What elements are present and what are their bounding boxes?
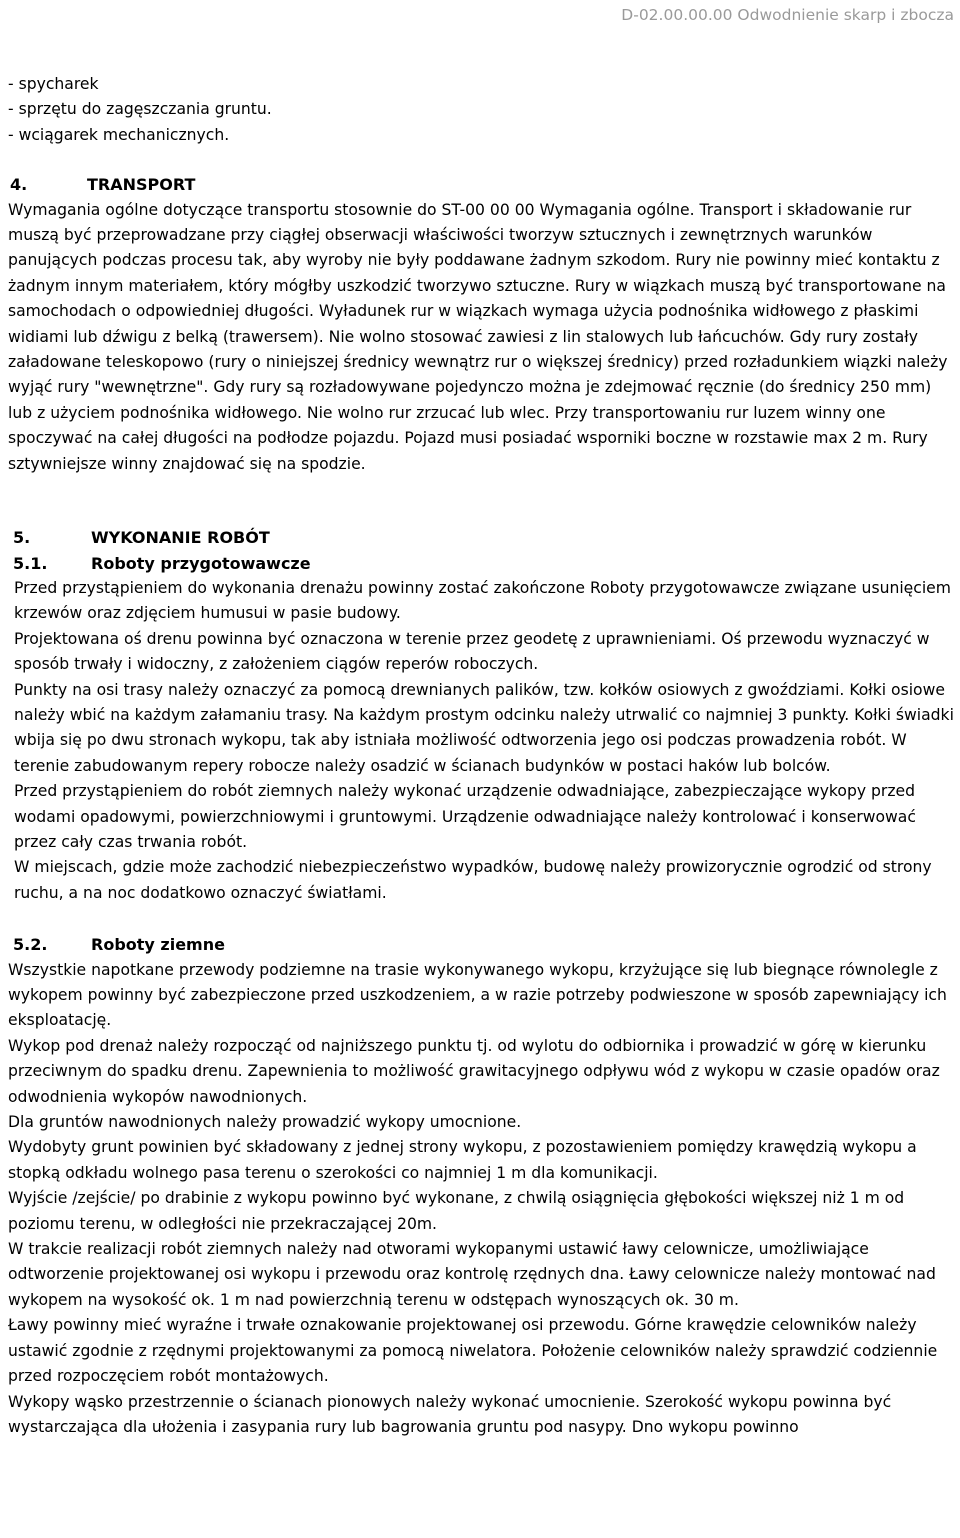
section-5-2-heading	[8, 932, 954, 957]
section-number: 4.	[10, 175, 28, 195]
paragraph: Projektowana oś drenu powinna być oznaczona w terenie przez geodetę z uprawnieniami. Oś przewodu wyznaczyć w sposób trwały i widoczny, z założeniem ciągów reperów roboczych.	[14, 629, 930, 674]
list-item: - spycharek	[8, 75, 99, 93]
paragraph: Dla gruntów nawodnionych należy prowadzić wykopy umocnione.	[8, 1113, 522, 1132]
section-title: TRANSPORT	[87, 175, 196, 195]
paragraph: W trakcie realizacji robót ziemnych należy nad otworami wykopanymi ustawić ławy celownicze, umożliwiające odtworzenie projektowanej osi wykopu i przewodu oraz kontrolę rzędnych dna. Ławy celownicze należy montować nad wykopem na wysokość ok. 1 m nad powierzchnią terenu w odstępach wynoszących ok. 30 m.	[8, 1240, 936, 1309]
section-title: Roboty ziemne	[91, 935, 225, 955]
section-5-heading	[8, 525, 954, 550]
paragraph: Wszystkie napotkane przewody podziemne na trasie wykonywanego wykopu, krzyżujące się lub biegnące równolegle z wykopem powinny być zabezpieczone przed uszkodzeniem, a w razie potrzeby podwieszone w sposób zapewniający ich eksploatację.	[8, 960, 947, 1030]
paragraph: Wykopy wąsko przestrzennie o ścianach pionowych należy wykonać umocnienie. Szerokość wykopu powinna być wystarczająca dla ułożenia i zasypania rury lub bagrowania gruntu pod nasypy. Dno wykopu powinno	[8, 1392, 892, 1436]
paragraph: Punkty na osi trasy należy oznaczyć za pomocą drewnianych palików, tzw. kołków osiowych z gwoździami. Kołki osiowe należy wbić na każdym załamaniu trasy. Na każdym prostym odcinku należy utrwalić co najmniej 3 punkty. Kołki świadki wbija się po dwu stronach wykopu, tak aby istniała możliwość odtworzenia jego osi podczas prowadzenia robót. W terenie zabudowanym repery robocze należy osadzić w ścianach budynków w postaci haków lub bolców.	[14, 680, 954, 775]
section-number: 5.1.	[13, 553, 48, 573]
paragraph: Przed przystąpieniem do robót ziemnych należy wykonać urządzenie odwadniające, zabezpieczające wykopy przed wodami opadowymi, powierzchniowymi i gruntowymi. Urządzenie odwadniające należy kontrolować i konserwować przez cały czas trwania robót.	[14, 782, 916, 851]
section-title: Roboty przygotowawcze	[91, 553, 311, 573]
section-number: 5.	[13, 528, 31, 548]
section-5-1-heading	[8, 551, 954, 576]
paragraph: Ławy powinny mieć wyraźne i trwałe oznakowanie projektowanej osi przewodu. Górne krawędzie celowników należy ustawić zgodnie z rzędnymi projektowanymi za pomocą niwelatora. Położenie celowników należy sprawdzić codziennie przed rozpoczęciem robót montażowych.	[8, 1316, 938, 1386]
section-4-paragraph: Wymagania ogólne dotyczące transportu stosownie do ST-00 00 00 Wymagania ogólne. Transport i składowanie rur muszą być przeprowadzane przy ciągłej obserwacji właściwości tworzyw sztucznych i zewnętrznych warunków panujących podczas procesu tak, aby wyroby nie były poddawane żadnym szkodom. Rury nie powinny mieć kontaktu z żadnym innym materiałem, który mógłby uszkodzić tworzywo sztuczne. Rury w wiązkach muszą być transportowane na samochodach o odpowiedniej długości. Wyładunek rur w wiązkach wymaga użycia podnośnika widłowego z płaskimi widiami lub dźwigu z belką (trawersem). Nie wolno stosować zawiesi z lin stalowych lub łańcuchów. Gdy rury zostały załadowane teleskopowo (rury o niniejszej średnicy wewnątrz rur o większej średnicy) przed rozładunkiem wiązki należy wyjąć rury "wewnętrzne". Gdy rury są rozładowywane pojedynczo można je zdejmować ręcznie (do średnicy 250 mm) lub z użyciem podnośnika widłowego. Nie wolno rur zrzucać lub wlec. Przy transportowaniu rur luzem winny one spoczywać na całej długości na podłodze pojazdu. Pojazd musi posiadać wsporniki boczne w rozstawie max 2 m. Rury sztywniejsze winny znajdować się na spodzie.	[8, 200, 948, 473]
paragraph: Wydobyty grunt powinien być składowany z jednej strony wykopu, z pozostawieniem pomiędzy krawędzią wykopu a stopką odkładu wolnego pasa terenu o szerokości co najmniej 1 m dla komunikacji.	[8, 1138, 917, 1182]
section-number: 5.2.	[13, 935, 48, 955]
paragraph: Przed przystąpieniem do wykonania drenażu powinny zostać zakończone Roboty przygotowawcze związane usunięciem krzewów oraz zdjęciem humusui w pasie budowy.	[14, 578, 951, 623]
running-header: D-02.00.00.00 Odwodnienie skarp i zbocza	[621, 6, 954, 24]
paragraph: Wykop pod drenaż należy rozpocząć od najniższego punktu tj. od wylotu do odbiornika i prowadzić w górę w kierunku przeciwnym do spadku drenu. Zapewnienia to możliwość grawitacyjnego odpływu wód z wykopu w czasie opadów oraz odwodnienia wykopów nawodnionych.	[8, 1036, 940, 1106]
list-item: - wciągarek mechanicznych.	[8, 125, 230, 144]
section-title: WYKONANIE ROBÓT	[91, 528, 270, 548]
paragraph: W miejscach, gdzie może zachodzić niebezpieczeństwo wypadków, budowę należy prowizorycznie ogrodzić od strony ruchu, a na noc dodatkowo oznaczyć światłami.	[14, 858, 932, 902]
section-4-heading	[8, 172, 954, 197]
list-item: - sprzętu do zagęszczania gruntu.	[8, 100, 272, 119]
document-body	[8, 72, 954, 1440]
paragraph: Wyjście /zejście/ po drabinie z wykopu powinno być wykonane, z chwilą osiągnięcia głębokości większej niż 1 m od poziomu terenu, w odległości nie przekraczającej 20m.	[8, 1189, 905, 1233]
